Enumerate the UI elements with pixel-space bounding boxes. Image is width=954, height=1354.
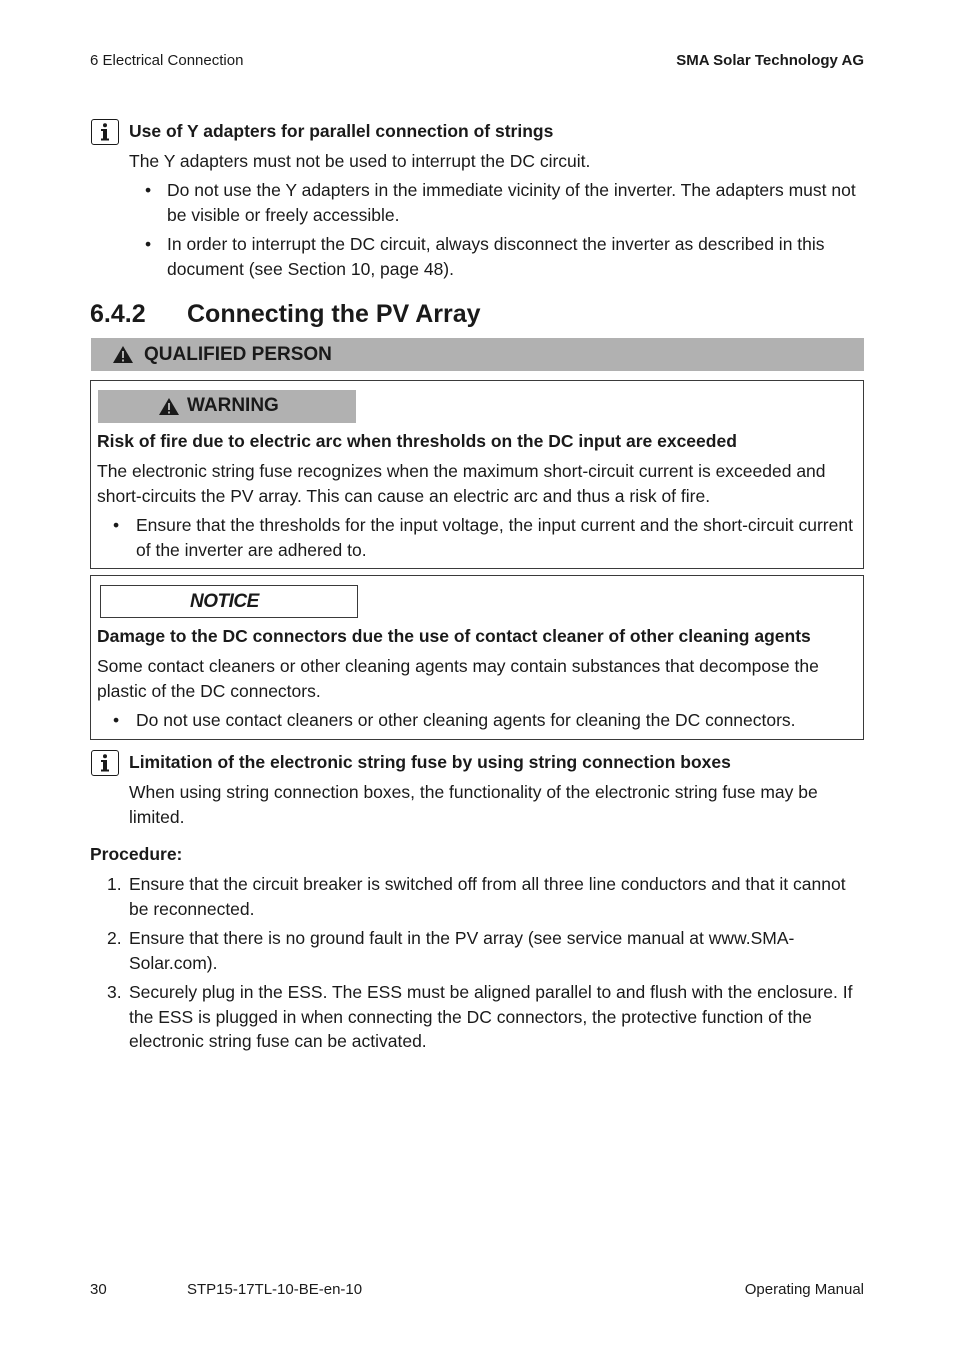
text-line: plastic of the DC connectors.	[97, 680, 321, 701]
info-note-text: The Y adapters must not be used to interrupt the DC circuit.	[129, 151, 591, 171]
info-icon	[91, 119, 119, 145]
notice-box	[90, 575, 864, 740]
step-text: Ensure that there is no ground fault in the PV array (see service manual at www.SMA-	[129, 928, 795, 948]
qualified-person-bar	[91, 338, 864, 371]
list-item	[113, 708, 853, 734]
qualified-person-label: QUALIFIED PERSON	[144, 344, 332, 365]
bullet: •	[145, 234, 152, 254]
running-header-company: SMA Solar Technology AG	[676, 52, 864, 69]
section-number: 6.4.2	[90, 300, 146, 328]
list-item	[145, 232, 865, 282]
bullet: •	[113, 515, 120, 535]
info-note-title: Limitation of the electronic string fuse by using string connection boxes	[129, 752, 731, 772]
list-item-text: Do not use the Y adapters in the immediate vicinity of the inverter. The adapters must not	[167, 180, 856, 200]
notice-label	[100, 585, 358, 618]
list-item-text: In order to interrupt the DC circuit, always disconnect the inverter as described in this	[167, 234, 825, 254]
step-text: electronic string fuse can be activated.	[129, 1031, 427, 1051]
text-line: limited.	[129, 806, 185, 827]
text-line: When using string connection boxes, the functionality of the electronic string fuse may be	[129, 782, 818, 802]
list-item	[113, 513, 853, 563]
section-title: Connecting the PV Array	[187, 300, 481, 328]
step-number: 3.	[107, 982, 122, 1002]
warning-box	[90, 380, 864, 569]
list-item-text: document (see Section 10, page 48).	[167, 258, 454, 279]
info-note-text	[129, 780, 818, 829]
list-item-text: of the inverter are adhered to.	[136, 539, 367, 560]
step-text: Ensure that the circuit breaker is switched off from all three line conductors and that it cannot	[129, 874, 846, 894]
list-item	[145, 178, 865, 228]
info-icon	[91, 750, 119, 776]
section-heading	[90, 300, 481, 329]
text-line: The electronic string fuse recognizes when the maximum short-circuit current is exceeded and	[97, 461, 826, 481]
text-line: short-circuits the PV array. This can cause an electric arc and thus a risk of fire.	[97, 485, 711, 506]
bullet: •	[145, 180, 152, 200]
step-text: the ESS is plugged in when connecting the DC connectors, the protective function of the	[129, 1006, 812, 1027]
notice-title: Damage to the DC connectors due the use of contact cleaner of other cleaning agents	[97, 626, 811, 646]
step-text: Solar.com).	[129, 952, 218, 973]
text-line: Some contact cleaners or other cleaning agents may contain substances that decompose the	[97, 656, 819, 676]
warning-label	[98, 390, 356, 423]
list-item-text: Do not use contact cleaners or other cleaning agents for cleaning the DC connectors.	[136, 710, 796, 730]
warning-triangle-icon	[112, 345, 134, 364]
running-header-chapter: 6 Electrical Connection	[90, 52, 244, 69]
step-number: 1.	[107, 874, 122, 894]
step-number: 2.	[107, 928, 122, 948]
step-text: be reconnected.	[129, 898, 255, 919]
warning-text	[97, 459, 826, 508]
warning-label-text: WARNING	[187, 395, 279, 416]
document-id: STP15-17TL-10-BE-en-10	[187, 1281, 363, 1298]
warning-title: Risk of fire due to electric arc when thresholds on the DC input are exceeded	[97, 431, 737, 451]
page-number: 30	[90, 1281, 107, 1298]
notice-label-text: NOTICE	[190, 591, 259, 612]
list-item-text: Ensure that the thresholds for the input voltage, the input current and the short-circuit current	[136, 515, 853, 535]
bullet: •	[113, 710, 120, 730]
document-type: Operating Manual	[744, 1281, 864, 1298]
list-item-text: be visible or freely accessible.	[167, 204, 400, 225]
warning-triangle-icon	[158, 397, 180, 416]
step-text: Securely plug in the ESS. The ESS must be aligned parallel to and flush with the enclosure. If	[129, 982, 853, 1002]
info-note-title: Use of Y adapters for parallel connection of strings	[129, 121, 554, 141]
notice-text	[97, 654, 819, 703]
procedure-heading: Procedure:	[90, 844, 183, 864]
